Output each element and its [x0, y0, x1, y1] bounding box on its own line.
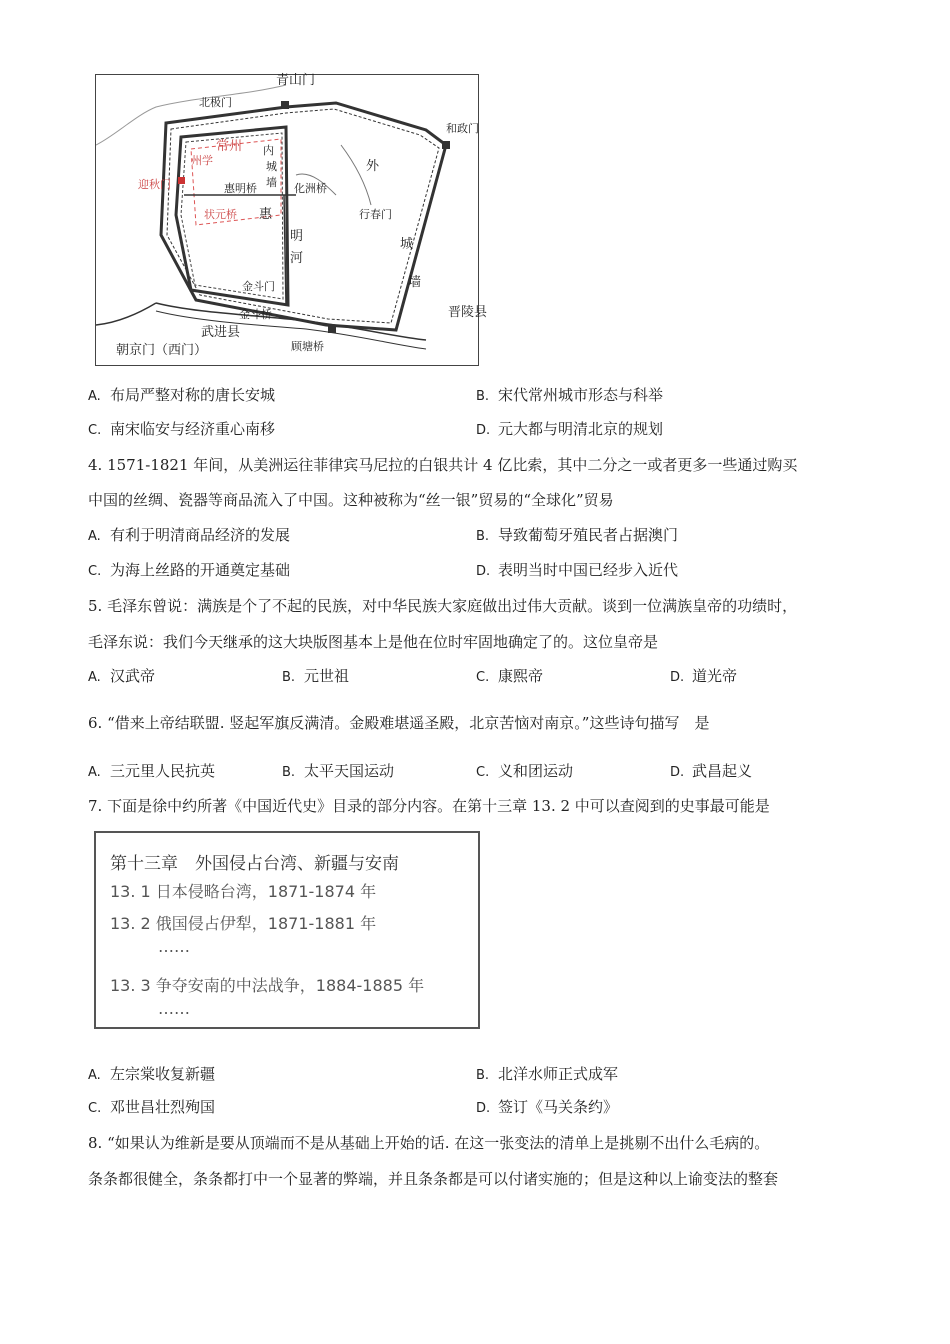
q7-stem-line-1: 7. 下面是徐中约所著《中国近代史》目录的部分内容。在第十三章 13. 2 中可以查阅到的史事最可能是 — [88, 797, 770, 815]
map-label-jindou-gate: 金斗门 — [242, 280, 275, 293]
q4-option-c[interactable]: C. 为海上丝路的开通奠定基础 — [88, 561, 291, 579]
map-label-he: 河 — [290, 251, 304, 266]
map-label-yingqiu-gate: 迎秋门 — [138, 178, 171, 191]
q3-option-d[interactable]: D. 元大都与明清北京的规划 — [476, 420, 664, 438]
map-label-zhouxue: 州学 — [191, 154, 213, 167]
q7-option-b[interactable]: B. 北洋水师正式成军 — [476, 1065, 619, 1083]
map-label-wujin-county: 武进县 — [201, 325, 241, 340]
map-label-chaojing-gate: 朝京门（西门） — [116, 343, 208, 358]
map-label-huiming-bridge: 惠明桥 — [224, 182, 257, 195]
q4-option-b[interactable]: B. 导致葡萄牙殖民者占据澳门 — [476, 526, 679, 544]
map-label-hui: 惠 — [259, 207, 273, 222]
q8-stem-line-2: 条条都很健全，条条都打中一个显著的弊端，并且条条都是可以付诸实施的；但是这种以上谕变法的整套 — [88, 1170, 779, 1188]
q3-option-b[interactable]: B. 宋代常州城市形态与科举 — [476, 386, 664, 404]
q5-stem-line-1: 5. 毛泽东曾说：满族是个了不起的民族，对中华民族大家庭做出过伟大贡献。谈到一位满族皇帝的功绩时， — [88, 597, 798, 615]
map-label-outer-qiang: 墙 — [408, 275, 422, 290]
map-label-ming: 明 — [290, 229, 304, 244]
toc-entry-13-2: 13. 2 俄国侵占伊犁，1871-1881 年 — [110, 914, 377, 933]
q5-option-a[interactable]: A. 汉武帝 — [88, 667, 156, 685]
map-label-inner-char-1: 内 — [263, 144, 274, 157]
q7-table-of-contents — [94, 831, 480, 1029]
q3-option-a[interactable]: A. 布局严整对称的唐长安城 — [88, 386, 276, 404]
toc-ellipsis-2: …… — [158, 999, 190, 1018]
q6-option-d[interactable]: D. 武昌起义 — [670, 762, 753, 780]
map-drawing — [96, 75, 478, 365]
toc-entry-13-3: 13. 3 争夺安南的中法战争，1884-1885 年 — [110, 976, 425, 995]
q6-option-b[interactable]: B. 太平天国运动 — [282, 762, 395, 780]
toc-entry-13-1: 13. 1 日本侵略台湾，1871-1874 年 — [110, 882, 377, 901]
q6-stem-line-1: 6. “借来上帝结联盟. 竖起军旗反满清。金殿难堪遥圣殿，北京苦恼对南京。”这些诗句描写 是 — [88, 714, 710, 732]
map-label-qingshan-gate: 青山门 — [276, 73, 316, 88]
map-label-wai: 外 — [366, 159, 380, 174]
q6-option-c[interactable]: C. 义和团运动 — [476, 762, 574, 780]
q5-option-d[interactable]: D. 道光帝 — [670, 667, 738, 685]
toc-chapter-heading: 第十三章 外国侵占台湾、新疆与安南 — [110, 854, 399, 874]
map-label-huazhou-bridge: 化洲桥 — [294, 182, 327, 195]
q5-option-b[interactable]: B. 元世祖 — [282, 667, 350, 685]
map-label-hezheng-gate: 和政门 — [446, 122, 479, 135]
toc-ellipsis-1: …… — [158, 937, 190, 956]
q4-stem-line-2: 中国的丝绸、瓷器等商品流入了中国。这种被称为“丝一银”贸易的“全球化”贸易 — [88, 491, 614, 509]
q8-stem-line-1: 8. “如果认为维新是要从顶端而不是从基础上开始的话. 在这一张变法的清单上是挑剔不出什么毛病的。 — [88, 1134, 770, 1152]
q3-option-c[interactable]: C. 南宋临安与经济重心南移 — [88, 420, 276, 438]
q7-option-c[interactable]: C. 邓世昌壮烈殉国 — [88, 1098, 216, 1116]
q4-option-d[interactable]: D. 表明当时中国已经步入近代 — [476, 561, 679, 579]
q5-option-c[interactable]: C. 康熙帝 — [476, 667, 544, 685]
q6-option-a[interactable]: A. 三元里人民抗英 — [88, 762, 216, 780]
map-label-outer-cheng: 城 — [400, 237, 414, 252]
q7-option-d[interactable]: D. 签订《马关条约》 — [476, 1098, 619, 1116]
q4-stem-line-1: 4. 1571-1821 年间，从美洲运往菲律宾马尼拉的白银共计 4 亿比索，其中二分之一或者更多一些通过购买 — [88, 456, 798, 474]
map-label-xingchun-gate: 行春门 — [359, 208, 392, 221]
map-label-gutang-bridge: 顾塘桥 — [291, 340, 324, 353]
q4-option-a[interactable]: A. 有利于明清商品经济的发展 — [88, 526, 291, 544]
map-label-inner-char-2: 城 — [266, 160, 277, 173]
map-label-changzhou: 常州 — [216, 139, 243, 154]
q5-stem-line-2: 毛泽东说：我们今天继承的这大块版图基本上是他在位时牢固地确定了的。这位皇帝是 — [88, 633, 659, 651]
map-label-beiji-gate: 北极门 — [199, 96, 232, 109]
map-label-zhuangyuan-bridge: 状元桥 — [204, 208, 237, 221]
map-label-jindou-bridge: 金斗桥 — [239, 308, 272, 321]
changzhou-city-map — [95, 73, 488, 366]
map-label-inner-char-3: 墙 — [266, 176, 277, 189]
map-label-jinling-county: 晋陵县 — [448, 305, 488, 320]
q7-option-a[interactable]: A. 左宗棠收复新疆 — [88, 1065, 216, 1083]
